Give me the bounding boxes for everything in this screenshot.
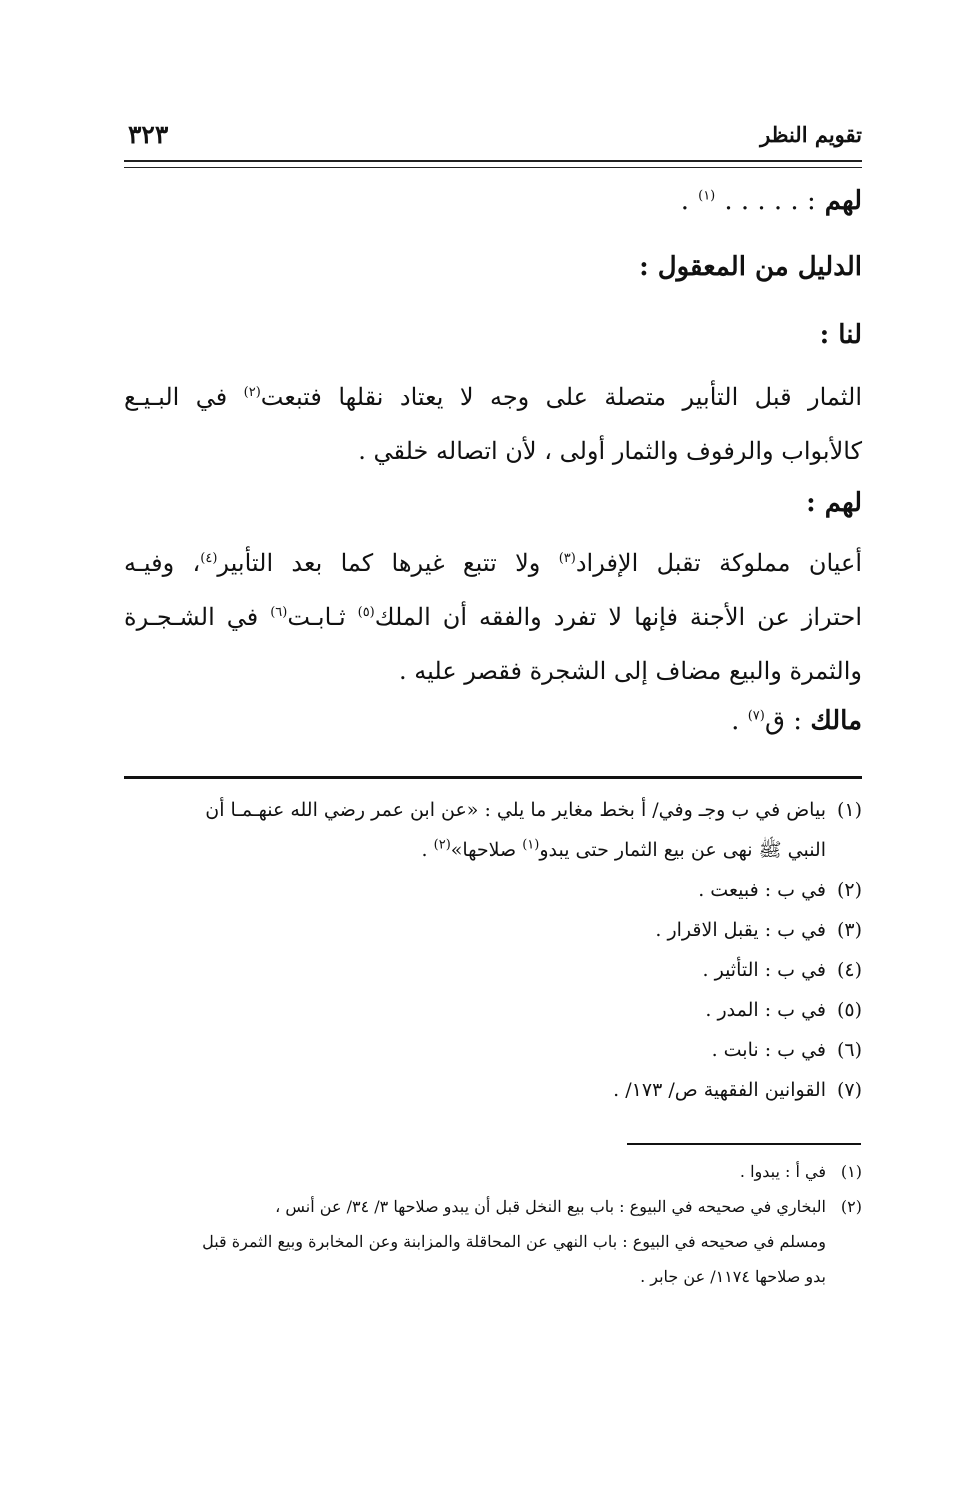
lahum-ellipsis: : . . . . . [724, 186, 816, 216]
running-head-title: تقويم النظر [760, 122, 862, 147]
footnote-item [122, 950, 862, 990]
footnote-ref: (٢) [243, 385, 261, 400]
sub-footnote-text: البخاري في صحيحه في البيوع : باب بيع النخل قبل أن يبدو صلاحها ٣/ ٣٤/ عن أنس ، [275, 1197, 826, 1216]
footnote-ref: (٦) [270, 605, 288, 620]
text-run: في البـيـع [124, 383, 244, 411]
footnotes [122, 790, 862, 1110]
footnote-rule [124, 776, 862, 779]
paragraph-line [124, 590, 862, 644]
sub-footnote-number: (٢) [840, 1197, 862, 1216]
header-rule [124, 160, 862, 168]
footnote-item [122, 990, 862, 1030]
footnote-number: (٤) [836, 959, 862, 981]
footnote-ref: (٤) [200, 551, 218, 566]
footnote-item [122, 870, 862, 910]
sub-footnote-text: بدو صلاحها ١١٧٤/ عن جابر . [640, 1267, 826, 1286]
sub-footnote-rule [627, 1143, 861, 1145]
footnote-item [122, 830, 862, 870]
sub-footnote-text: ومسلم في صحيحه في البيوع : باب النهي عن المحاقلة والمزابنة وعن المخابرة وبيع الثمرة قبل [202, 1232, 826, 1251]
footnote-text: في ب : التأثير . [702, 959, 826, 981]
text-run: ثـابـت [287, 603, 358, 631]
paragraph-lana [124, 370, 862, 478]
sub-footnotes [122, 1154, 862, 1294]
sub-footnote-item [122, 1259, 862, 1294]
lahum-label: لهم [824, 186, 862, 216]
footnote-ref: (٥) [357, 605, 375, 620]
footnote-text: في ب : نابت . [711, 1039, 826, 1061]
text-run: ، وفيـه [124, 549, 201, 577]
malik-text: : ق [764, 706, 811, 736]
footnote-number: (٣) [836, 919, 862, 941]
lahum-line-1 [681, 186, 862, 216]
page-number: ٣٢٣ [128, 120, 169, 149]
footnote-text: القوانين الفقهية ص/ ١٧٣/ . [613, 1079, 826, 1101]
footnote-item [122, 790, 862, 830]
footnote-item [122, 1030, 862, 1070]
footnote-text: صلاحها» [450, 839, 523, 861]
lana-heading: لنا : [819, 320, 862, 350]
footnote-number: (٧) [836, 1079, 862, 1101]
footnote-text: في ب : فبيعت . [698, 879, 826, 901]
footnote-number: (٥) [836, 999, 862, 1021]
footnote-ref: (١) [698, 188, 716, 204]
sub-footnote-text: في أ : يبدوا . [739, 1162, 826, 1181]
running-head [128, 122, 862, 158]
sub-footnote-item [122, 1189, 862, 1224]
text-run: ولا تتبع غيرها كما بعد التأبير [217, 549, 559, 577]
footnote-text: بياض في ب وجـ وفي/ أ بخط مغاير ما يلي : «عن ابن عمر رضي الله عنهـمـا أن [205, 799, 826, 821]
text-run: أعيان مملوكة تقبل الإفراد [575, 549, 862, 577]
text-run: في الشـجـرة [124, 603, 271, 631]
paragraph-line [124, 536, 862, 590]
lahum-end: . [680, 186, 690, 216]
footnote-item [122, 910, 862, 950]
sub-footnote-item [122, 1224, 862, 1259]
footnote-text: النبي ﷺ نهى عن بيع الثمار حتى يبدو [539, 839, 826, 861]
malik-line [731, 706, 862, 736]
paragraph-line [124, 370, 862, 424]
footnote-item [122, 1070, 862, 1110]
footnote-number: (٢) [836, 879, 862, 901]
lahum-heading-2: لهم : [806, 488, 862, 518]
footnote-text: . [421, 839, 434, 861]
footnote-text: في ب : يقبل الاقرار . [655, 919, 826, 941]
footnote-ref: (٣) [558, 551, 576, 566]
sub-footnote-number: (١) [840, 1162, 862, 1181]
footnote-number: (٦) [836, 1039, 862, 1061]
paragraph-lahum [124, 536, 862, 698]
footnote-ref: (٧) [747, 708, 765, 724]
footnote-text: في ب : المدر . [705, 999, 826, 1021]
text-run: الثمار قبل التأبير متصلة على وجه لا يعتاد نقلها فتبعت [260, 383, 862, 411]
footnote-ref: (٢) [433, 837, 451, 853]
malik-label: مالك [810, 706, 862, 736]
paragraph-line: والثمرة والبيع مضاف إلى الشجرة فقصر عليه . [399, 657, 862, 685]
text-run: احتراز عن الأجنة فإنها لا تفرد والفقه أن الملك [374, 603, 862, 631]
section-heading-rational-evidence: الدليل من المعقول : [639, 252, 862, 282]
sub-footnote-item [122, 1154, 862, 1189]
footnote-number: (١) [836, 799, 862, 821]
paragraph-line: كالأبواب والرفوف والثمار أولى ، لأن اتصاله خلقي . [358, 437, 862, 465]
footnote-ref: (١) [522, 837, 540, 853]
malik-end: . [731, 706, 748, 736]
